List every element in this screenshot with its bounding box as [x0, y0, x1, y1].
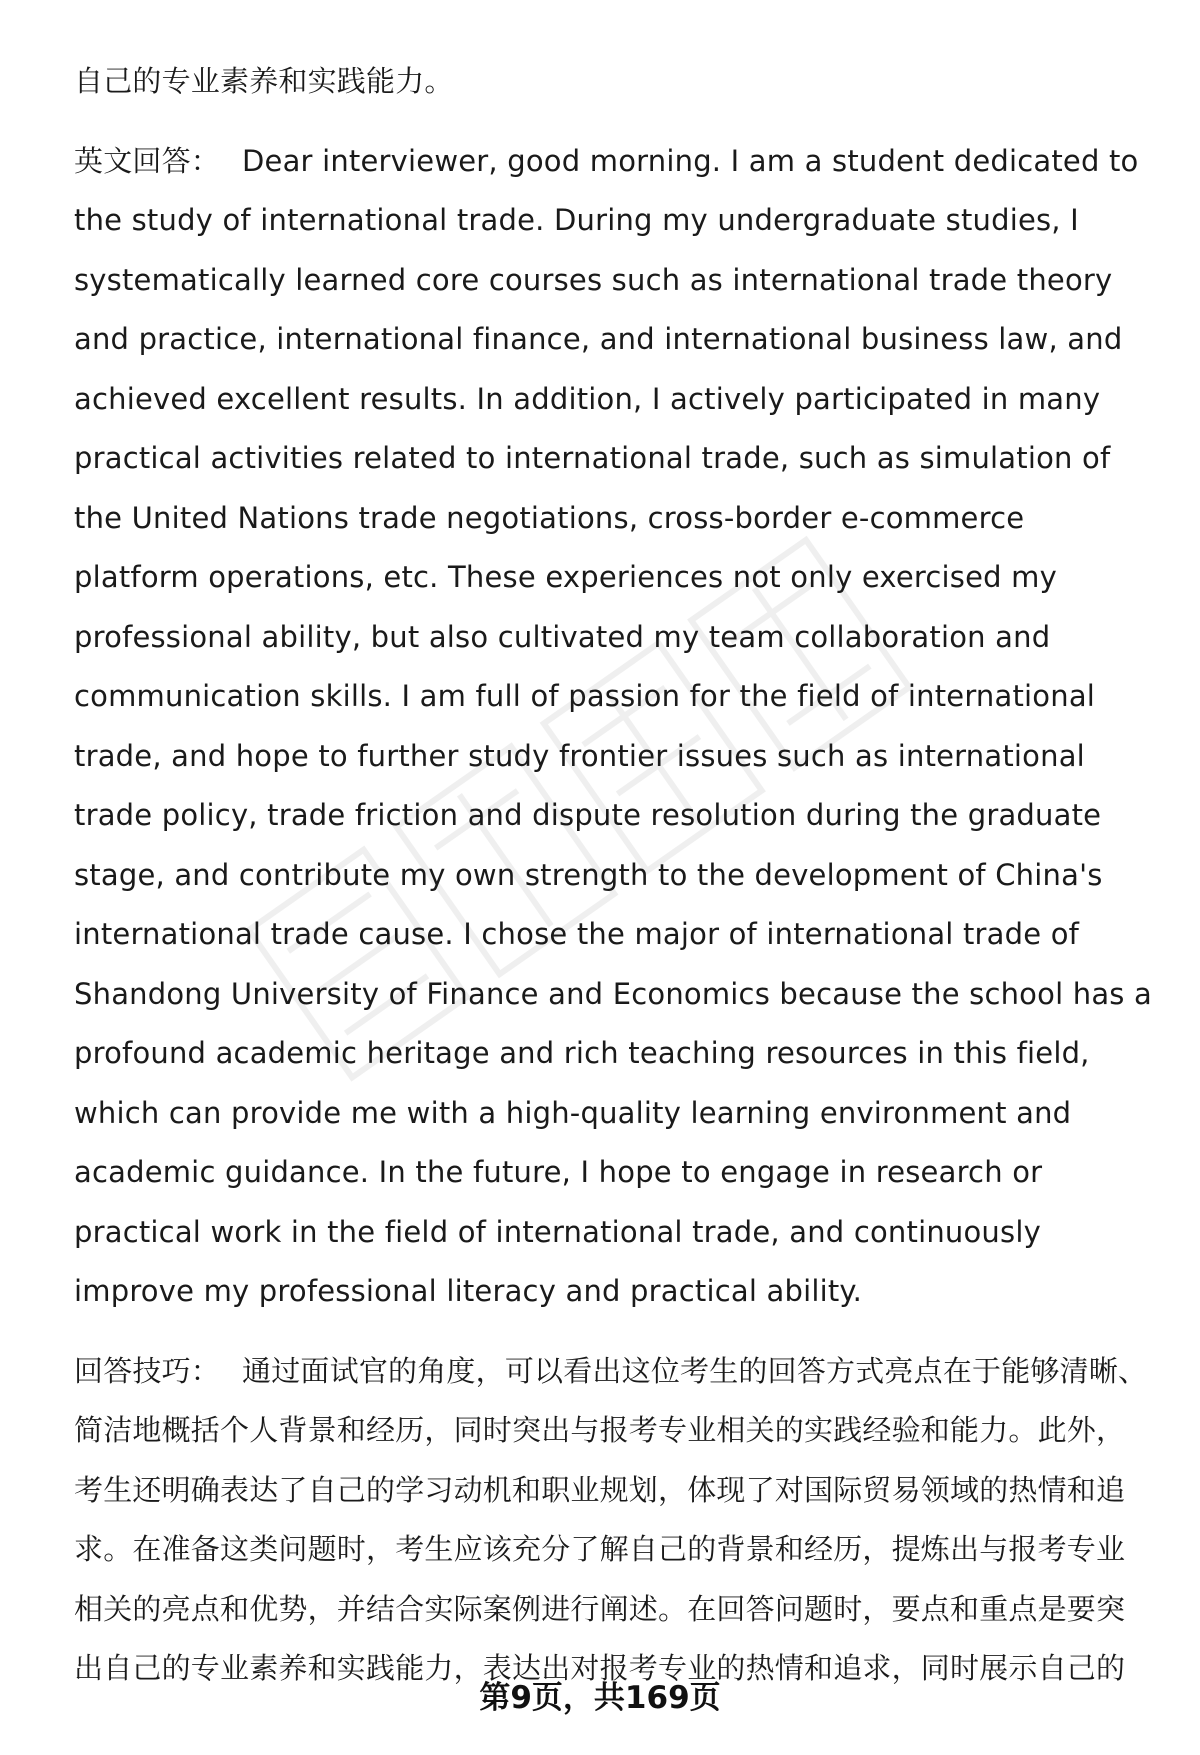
answer-tips: [74, 1342, 1154, 1699]
page-footer: 第9页，共169页: [479, 1680, 721, 1716]
document-body: [74, 52, 1154, 1699]
answer-tips-label: 回答技巧：: [74, 1353, 221, 1388]
english-answer-label: 英文回答：: [74, 143, 221, 178]
answer-tips-text: 通过面试官的角度，可以看出这位考生的回答方式亮点在于能够清晰、简洁地概括个人背景和经历，同时突出与报考专业相关的实践经验和能力。此外，考生还明确表达了自己的学习动机和职业规划，体现了对国际贸易领域的热情和追求。在准备这类问题时，考生应该充分了解自己的背景和经历，提炼出与报考专业相关的亮点和优势，并结合实际案例进行阐述。在回答问题时，要点和重点是要突出自己的专业素养和实践能力，表达出对报考专业的热情和追求，同时展示自己的: [74, 1353, 1148, 1685]
english-answer-text: Dear interviewer, good morning. I am a student dedicated to the study of international trade. During my undergraduate studies, I systematically learned core courses such as international trade theory and practice, international finance, and international business law, and achieved excellent results. In addition, I actively participated in many practical activities related to international trade, such as simulation of the United Nations trade negotiations, cross-border e-commerce platform operations, etc. These experiences not only exercised my professional ability, but also cultivated my team collaboration and communication skills. I am full of passion for the field of international trade, and hope to further study frontier issues such as international trade policy, trade friction and dispute resolution during the graduate stage, and contribute my own strength to the development of China's international trade cause. I chose the major of international trade of Shandong University of Finance and Economics because the school has a profound academic heritage and rich teaching resources in this field, which can provide me with a high-quality learning environment and academic guidance. In the future, I hope to engage in research or practical work in the field of international trade, and continuously improve my professional literacy and practical ability.: [74, 143, 1152, 1308]
english-answer: [74, 132, 1154, 1322]
intro-line: 自己的专业素养和实践能力。: [74, 64, 454, 98]
